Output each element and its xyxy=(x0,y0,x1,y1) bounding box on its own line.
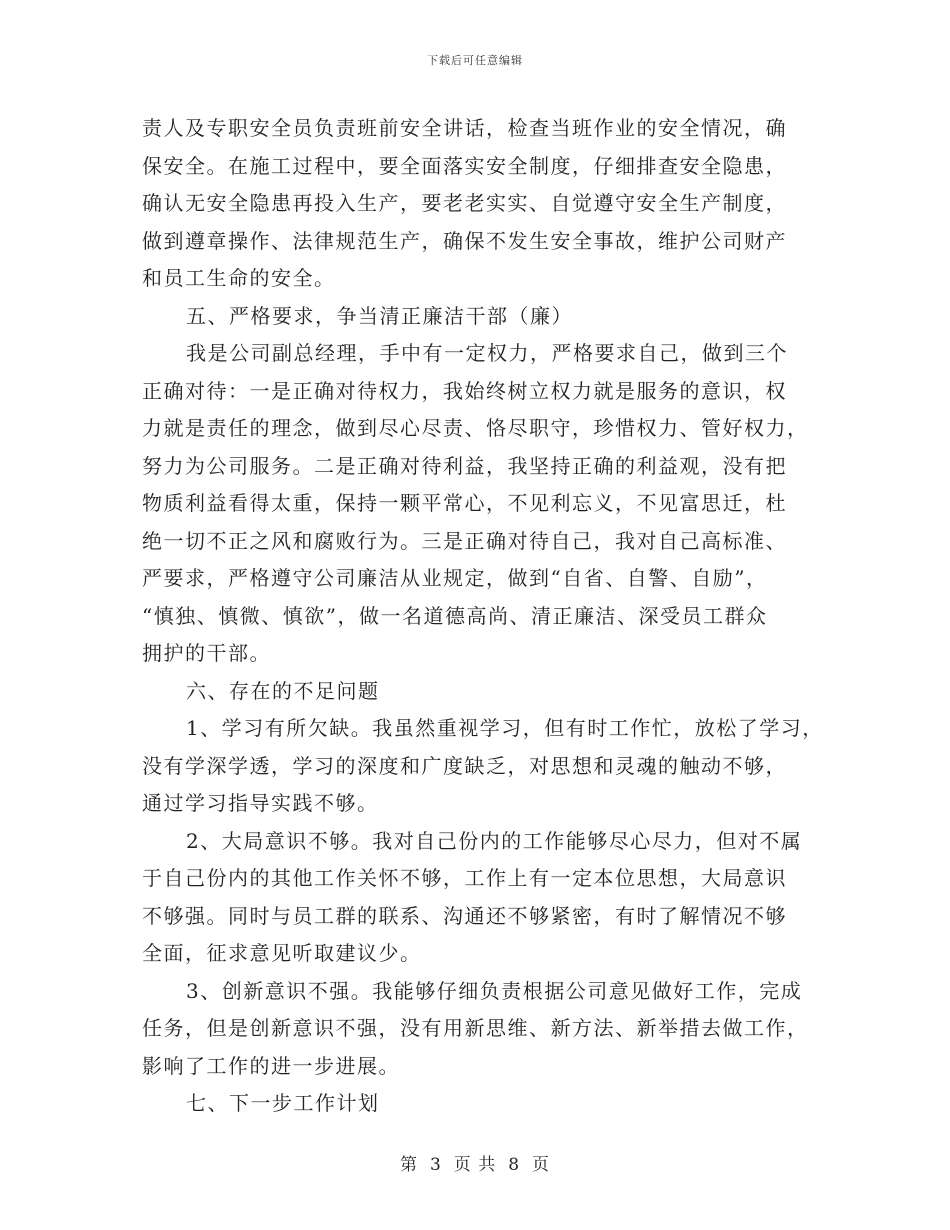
text-line: 努力为公司服务。二是正确对待利益，我坚持正确的利益观，没有把 xyxy=(142,453,787,478)
text-line: 3、创新意识不强。我能够仔细负责根据公司意见做好工作，完成 xyxy=(186,978,803,1003)
text-line: 物质利益看得太重，保持一颗平常心，不见利忘义，不见富思迁，杜 xyxy=(142,491,787,515)
text-line: 不够强。同时与员工群的联系、沟通还不够紧密，有时了解情况不够 xyxy=(142,903,787,928)
text-line: 全面，征求意见听取建议少。 xyxy=(142,941,422,965)
text-line: 确认无安全隐患再投入生产，要老老实实、自觉遵守安全生产制度， xyxy=(142,191,787,215)
footer-prefix: 第 xyxy=(399,1155,418,1175)
text-line: 没有学深学透，学习的深度和广度缺乏，对思想和灵魂的触动不够， xyxy=(142,753,787,778)
page-header: 下载后可任意编辑 xyxy=(427,54,523,67)
text-line: 2、大局意识不够。我对自己份内的工作能够尽心尽力，但对不属 xyxy=(186,828,803,853)
text-line: “慎独、慎微、慎欲”，做一名道德高尚、清正廉洁、深受员工群众 xyxy=(142,603,768,628)
text-line: 影响了工作的进一步进展。 xyxy=(142,1053,400,1078)
text-line: 拥护的干部。 xyxy=(142,641,271,665)
text-line: 五、严格要求，争当清正廉洁干部（廉） xyxy=(186,303,573,328)
text-line: 力就是责任的理念，做到尽心尽责、恪尽职守，珍惜权力、管好权力， xyxy=(142,416,809,440)
text-line: 六、存在的不足问题 xyxy=(186,678,380,703)
page-footer xyxy=(0,1150,950,1175)
text-line: 任务，但是创新意识不强，没有用新思维、新方法、新举措去做工作， xyxy=(142,1016,809,1040)
text-line: 做到遵章操作、法律规范生产，确保不发生安全事故，维护公司财产 xyxy=(142,228,787,253)
text-line: 和员工生命的安全。 xyxy=(142,266,336,290)
footer-middle: 页 共 xyxy=(453,1155,497,1175)
text-line: 1、学习有所欠缺。我虽然重视学习，但有时工作忙，放松了学习， xyxy=(186,716,824,740)
text-line: 于自己份内的其他工作关怀不够，工作上有一定本位思想，大局意识 xyxy=(142,866,787,890)
text-line: 通过学习指导实践不够。 xyxy=(142,791,379,815)
text-line: 七、下一步工作计划 xyxy=(186,1091,380,1115)
text-line: 严要求，严格遵守公司廉洁从业规定，做到“自省、自警、自励”， xyxy=(142,566,768,590)
text-line: 保安全。在施工过程中，要全面落实安全制度，仔细排查安全隐患， xyxy=(142,153,787,178)
text-line: 我是公司副总经理，手中有一定权力，严格要求自己，做到三个 xyxy=(186,341,788,365)
document-body xyxy=(142,110,824,1123)
text-line: 责人及专职安全员负责班前安全讲话，检查当班作业的安全情况，确 xyxy=(142,116,787,140)
text-line: 绝一切不正之风和腐败行为。三是正确对待自己，我对自己高标准、 xyxy=(142,528,787,553)
footer-current-page: 3 xyxy=(429,1155,442,1175)
footer-total-pages: 8 xyxy=(508,1155,521,1175)
text-line: 正确对待：一是正确对待权力，我始终树立权力就是服务的意识，权 xyxy=(142,378,787,403)
footer-suffix: 页 xyxy=(532,1155,551,1175)
